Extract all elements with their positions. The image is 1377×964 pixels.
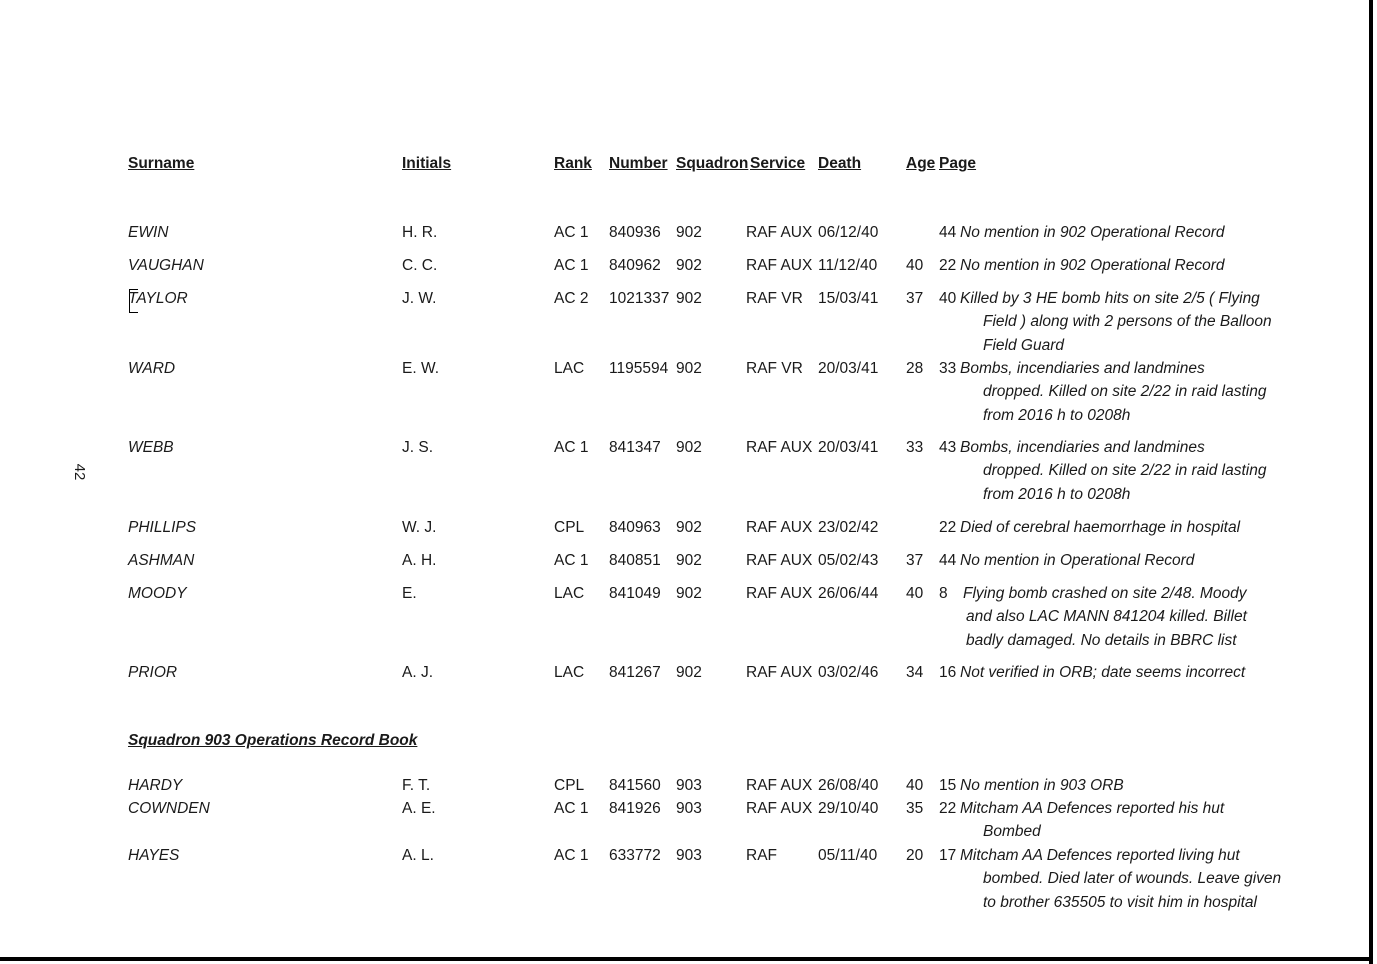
page-cell: 43 <box>939 439 957 456</box>
number-cell: 840851 <box>609 552 661 569</box>
service-cell: RAF AUX <box>746 224 813 241</box>
squadron-cell: 902 <box>676 290 702 307</box>
header-squadron: Squadron <box>676 155 749 172</box>
death-cell: 05/11/40 <box>818 847 878 864</box>
notes-cell <box>960 221 1225 244</box>
header-initials: Initials <box>402 155 452 172</box>
number-cell: 840962 <box>609 257 661 274</box>
page-cell: 17 <box>939 847 957 864</box>
surname-cell: HARDY <box>128 777 183 794</box>
header-page: Page <box>939 155 977 172</box>
notes-cell <box>963 582 1247 652</box>
page-border-bottom <box>0 957 1373 961</box>
death-cell: 06/12/40 <box>818 224 879 241</box>
rank-cell: AC 1 <box>554 847 589 864</box>
notes-cell <box>960 516 1240 539</box>
page-cell: 15 <box>939 777 957 794</box>
service-cell: RAF AUX <box>746 777 813 794</box>
rank-cell: LAC <box>554 664 585 681</box>
service-cell: RAF AUX <box>746 664 813 681</box>
header-surname: Surname <box>128 155 195 172</box>
age-cell: 40 <box>906 585 924 602</box>
page-cell: 16 <box>939 664 957 681</box>
header-age: Age <box>906 155 936 172</box>
service-cell: RAF <box>746 847 777 864</box>
notes-cell <box>960 774 1124 797</box>
notes-line: dropped. Killed on site 2/22 in raid lasting <box>983 462 1267 480</box>
notes-line: No mention in 902 Operational Record <box>960 224 1225 241</box>
notes-cell <box>960 254 1225 277</box>
rank-cell: LAC <box>554 585 585 602</box>
notes-cell <box>960 436 1267 506</box>
page-cell: 22 <box>939 257 957 274</box>
notes-line: to brother 635505 to visit him in hospital <box>983 893 1257 911</box>
death-cell: 20/03/41 <box>818 360 879 377</box>
squadron-cell: 902 <box>676 439 702 456</box>
service-cell: RAF AUX <box>746 257 813 274</box>
service-cell: RAF AUX <box>746 519 813 536</box>
initials-cell: W. J. <box>402 519 437 536</box>
age-cell: 40 <box>906 777 924 794</box>
initials-cell: E. <box>402 585 417 602</box>
surname-cell: PHILLIPS <box>128 519 197 536</box>
initials-cell: J. S. <box>402 439 434 456</box>
surname-cell: MOODY <box>128 585 187 602</box>
squadron-cell: 903 <box>676 800 702 817</box>
number-cell: 841347 <box>609 439 661 456</box>
age-cell: 35 <box>906 800 924 817</box>
notes-line: Flying bomb crashed on site 2/48. Moody <box>963 585 1247 602</box>
death-cell: 26/06/44 <box>818 585 879 602</box>
initials-cell: A. L. <box>402 847 434 864</box>
header-rank: Rank <box>554 155 592 172</box>
notes-line: Killed by 3 HE bomb hits on site 2/5 ( Flying <box>960 290 1260 307</box>
number-cell: 1021337 <box>609 290 670 307</box>
initials-cell: A. H. <box>402 552 437 569</box>
rank-cell: AC 2 <box>554 290 589 307</box>
initials-cell: F. T. <box>402 777 431 794</box>
page-cell: 40 <box>939 290 957 307</box>
surname-cell: WARD <box>128 360 176 377</box>
notes-cell <box>960 797 1224 844</box>
death-cell: 23/02/42 <box>818 519 879 536</box>
surname-cell: HAYES <box>128 847 180 864</box>
number-cell: 841560 <box>609 777 661 794</box>
notes-line: No mention in 903 ORB <box>960 777 1124 794</box>
squadron-cell: 902 <box>676 360 702 377</box>
notes-line: from 2016 h to 0208h <box>983 406 1131 424</box>
rank-cell: AC 1 <box>554 800 589 817</box>
initials-cell: A. J. <box>402 664 434 681</box>
initials-cell: J. W. <box>402 290 437 307</box>
service-cell: RAF AUX <box>746 439 813 456</box>
surname-cell: ASHMAN <box>128 552 195 569</box>
notes-cell <box>960 661 1245 684</box>
surname-cell: TAYLOR <box>128 290 188 307</box>
page-cell: 22 <box>939 800 957 817</box>
death-cell: 03/02/46 <box>818 664 879 681</box>
rank-cell: AC 1 <box>554 224 589 241</box>
section-heading: Squadron 903 Operations Record Book <box>128 732 418 749</box>
squadron-cell: 902 <box>676 257 702 274</box>
number-cell: 633772 <box>609 847 661 864</box>
rank-cell: LAC <box>554 360 585 377</box>
squadron-cell: 903 <box>676 847 702 864</box>
age-cell: 37 <box>906 290 924 307</box>
squadron-cell: 902 <box>676 519 702 536</box>
age-cell: 37 <box>906 552 924 569</box>
notes-line: dropped. Killed on site 2/22 in raid lasting <box>983 383 1267 401</box>
page-number: 42 <box>71 463 88 481</box>
number-cell: 841926 <box>609 800 661 817</box>
rank-cell: AC 1 <box>554 439 589 456</box>
page-cell: 22 <box>939 519 957 536</box>
notes-line: Bombed <box>983 823 1041 841</box>
header-death: Death <box>818 155 862 172</box>
notes-line: Mitcham AA Defences reported his hut <box>960 800 1225 817</box>
squadron-cell: 903 <box>676 777 702 794</box>
notes-line: Field ) along with 2 persons of the Balloon <box>983 313 1272 331</box>
page-cell: 44 <box>939 552 957 569</box>
rank-cell: CPL <box>554 777 585 794</box>
death-cell: 20/03/41 <box>818 439 879 456</box>
page-cell: 44 <box>939 224 957 241</box>
header-service: Service <box>750 155 806 172</box>
notes-cell <box>960 549 1194 572</box>
age-cell: 40 <box>906 257 924 274</box>
age-cell: 34 <box>906 664 924 681</box>
notes-line: No mention in Operational Record <box>960 552 1195 569</box>
squadron-cell: 902 <box>676 552 702 569</box>
squadron-cell: 902 <box>676 585 702 602</box>
rank-cell: AC 1 <box>554 552 589 569</box>
header-number: Number <box>609 155 668 172</box>
number-cell: 840936 <box>609 224 661 241</box>
surname-cell: PRIOR <box>128 664 178 681</box>
service-cell: RAF AUX <box>746 800 813 817</box>
notes-cell <box>960 357 1267 427</box>
notes-line: No mention in 902 Operational Record <box>960 257 1225 274</box>
initials-cell: C. C. <box>402 257 438 274</box>
initials-cell: A. E. <box>402 800 436 817</box>
initials-cell: H. R. <box>402 224 438 241</box>
death-cell: 11/12/40 <box>818 257 878 274</box>
surname-cell: EWIN <box>128 224 169 241</box>
notes-line: from 2016 h to 0208h <box>983 485 1131 503</box>
page-cell: 33 <box>939 360 957 377</box>
notes-line: Bombs, incendiaries and landmines <box>960 360 1205 377</box>
notes-line: bombed. Died later of wounds. Leave given <box>983 870 1282 888</box>
initials-cell: E. W. <box>402 360 440 377</box>
service-cell: RAF AUX <box>746 552 813 569</box>
notes-line: badly damaged. No details in BBRC list <box>966 631 1237 649</box>
service-cell: RAF VR <box>746 290 803 307</box>
page-border-right <box>1369 0 1373 964</box>
squadron-cell: 902 <box>676 224 702 241</box>
age-cell: 28 <box>906 360 924 377</box>
notes-cell <box>960 844 1281 914</box>
age-cell: 33 <box>906 439 924 456</box>
age-cell: 20 <box>906 847 924 864</box>
rank-cell: AC 1 <box>554 257 589 274</box>
number-cell: 841049 <box>609 585 661 602</box>
notes-line: Not verified in ORB; date seems incorrect <box>960 664 1246 681</box>
surname-cell: COWNDEN <box>128 800 210 817</box>
death-cell: 26/08/40 <box>818 777 879 794</box>
death-cell: 05/02/43 <box>818 552 879 569</box>
rank-cell: CPL <box>554 519 585 536</box>
surname-cell: WEBB <box>128 439 174 456</box>
service-cell: RAF AUX <box>746 585 813 602</box>
page-cell: 8 <box>939 585 948 602</box>
death-cell: 15/03/41 <box>818 290 879 307</box>
number-cell: 1195594 <box>609 360 669 377</box>
number-cell: 841267 <box>609 664 661 681</box>
notes-line: and also LAC MANN 841204 killed. Billet <box>966 608 1247 626</box>
notes-line: Died of cerebral haemorrhage in hospital <box>960 519 1241 536</box>
service-cell: RAF VR <box>746 360 803 377</box>
notes-line: Field Guard <box>983 336 1064 354</box>
notes-line: Bombs, incendiaries and landmines <box>960 439 1205 456</box>
death-cell: 29/10/40 <box>818 800 879 817</box>
squadron-cell: 902 <box>676 664 702 681</box>
notes-cell <box>960 287 1272 357</box>
notes-line: Mitcham AA Defences reported living hut <box>960 847 1240 864</box>
number-cell: 840963 <box>609 519 661 536</box>
surname-cell: VAUGHAN <box>128 257 204 274</box>
